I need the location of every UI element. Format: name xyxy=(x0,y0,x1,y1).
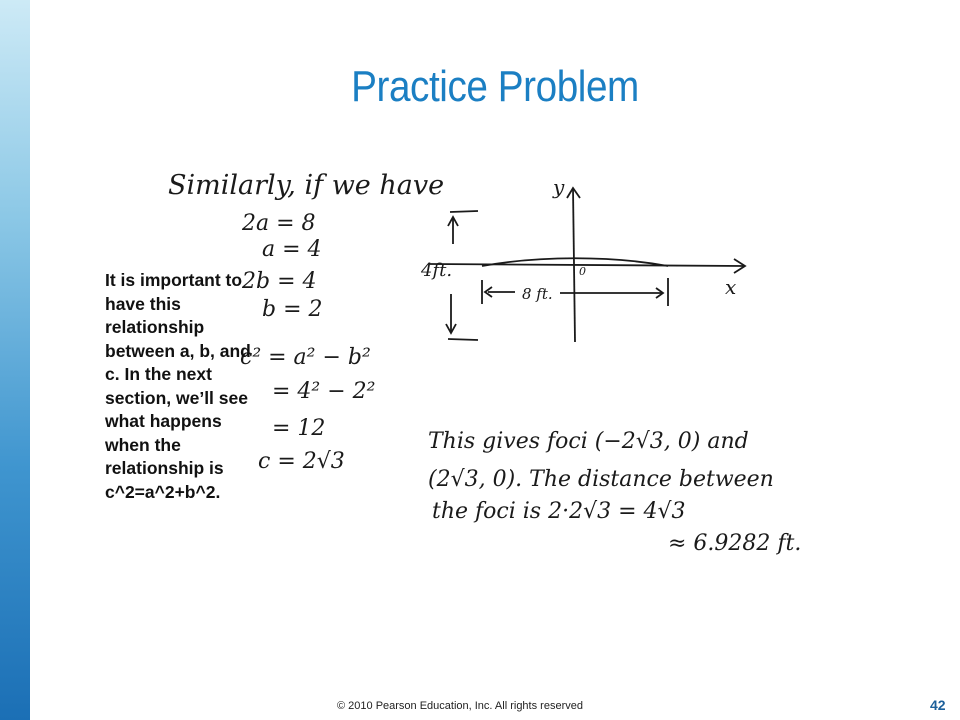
conclusion-line-4: ≈ 6.9282 ft. xyxy=(668,531,802,556)
equation-2a: 2a = 8 xyxy=(242,211,316,236)
x-axis-label: x xyxy=(725,275,737,299)
page-number: 42 xyxy=(930,697,946,713)
height-marker-bottom xyxy=(448,339,478,340)
page-title: Practice Problem xyxy=(351,62,639,111)
y-axis-label: y xyxy=(553,175,565,199)
height-marker-top xyxy=(450,211,478,212)
handwritten-intro: Similarly, if we have xyxy=(168,170,445,201)
conclusion-line-2: (2√3, 0). The distance between xyxy=(428,467,774,492)
conclusion-line-1: This gives foci (−2√3, 0) and xyxy=(428,429,749,454)
origin-label: 0 xyxy=(579,265,586,278)
height-label: 4ft. xyxy=(421,260,453,281)
equation-result: = 12 xyxy=(272,416,326,441)
x-axis-line xyxy=(430,264,745,266)
equation-c-squared: c² = a² − b² xyxy=(240,345,371,370)
equation-substitution: = 4² − 2² xyxy=(272,379,376,404)
conclusion-line-3: the foci is 2·2√3 = 4√3 xyxy=(432,499,686,524)
copyright-footer: © 2010 Pearson Education, Inc. All rights reserved xyxy=(337,700,583,712)
ellipse-diagram xyxy=(430,188,745,342)
equation-c: c = 2√3 xyxy=(258,449,345,474)
equation-2b: 2b = 4 xyxy=(242,269,317,294)
equation-a: a = 4 xyxy=(262,237,322,262)
width-label: 8 ft. xyxy=(522,285,553,303)
decorative-side-bar xyxy=(0,0,30,720)
equation-b: b = 2 xyxy=(262,297,323,322)
y-axis-line xyxy=(573,188,575,342)
relationship-note: It is important to have this relationship between a, b, and c. In the next section, we’ll see what happens when the relationship is c^2=a^2+b^2. xyxy=(105,270,251,502)
